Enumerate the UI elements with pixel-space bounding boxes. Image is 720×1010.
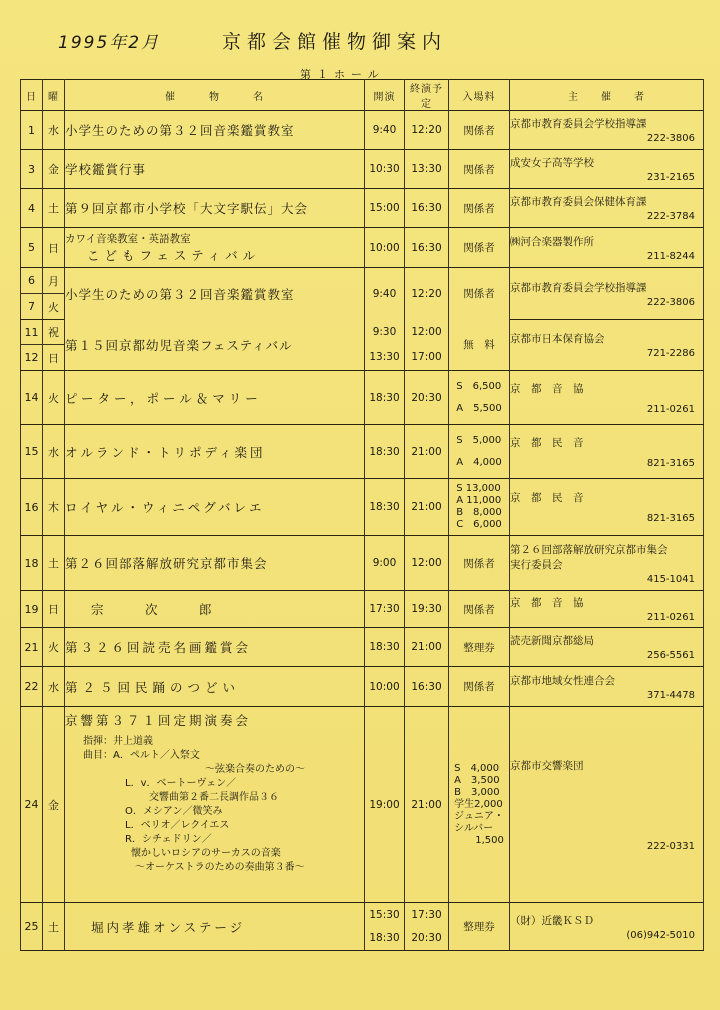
program-line: 交響曲第２番二長調作品３６ bbox=[149, 792, 279, 803]
weekday: 金 bbox=[43, 150, 65, 189]
day: 7 bbox=[21, 294, 43, 320]
table-row bbox=[21, 591, 704, 628]
event-name: ピーター，ポール＆マリー bbox=[65, 371, 365, 425]
open-time: 18:30 bbox=[365, 371, 405, 425]
event-name bbox=[65, 707, 365, 903]
price-line: 学生2,000 bbox=[454, 798, 503, 810]
end-time: 16:30 bbox=[405, 228, 449, 268]
table-row bbox=[21, 189, 704, 228]
price-line: S 4,000 bbox=[454, 762, 500, 774]
day: 16 bbox=[21, 479, 43, 536]
open-time: 10:00 bbox=[365, 228, 405, 268]
table-row bbox=[21, 320, 704, 345]
organizer-phone: 371-4478 bbox=[646, 689, 695, 701]
program-line: L．v．ベートーヴェン／ bbox=[125, 778, 237, 789]
program-line: L．ベリオ／レクイエス bbox=[125, 820, 230, 831]
table-row bbox=[21, 707, 704, 903]
day: 15 bbox=[21, 425, 43, 479]
organizer bbox=[510, 189, 704, 228]
organizer-phone: 222-3806 bbox=[646, 133, 695, 144]
weekday: 火 bbox=[43, 628, 65, 667]
organizer bbox=[510, 371, 704, 425]
schedule-table bbox=[20, 79, 704, 951]
table-row bbox=[21, 425, 704, 479]
organizer-name: 第２６回部落解放研究京都市集会 bbox=[510, 543, 668, 556]
end-time: 19:30 bbox=[405, 591, 449, 628]
table-row bbox=[21, 536, 704, 591]
open-time: 9:30 bbox=[365, 320, 405, 345]
day: 21 bbox=[21, 628, 43, 667]
end-time: 21:00 bbox=[405, 479, 449, 536]
table-row bbox=[21, 903, 704, 927]
admission: 関係者 bbox=[449, 189, 510, 228]
admission bbox=[449, 707, 510, 903]
organizer bbox=[510, 150, 704, 189]
program-line: R．シチェドリン／ bbox=[125, 834, 212, 845]
organizer bbox=[510, 320, 704, 371]
organizer-name: 読売新聞京都総局 bbox=[510, 635, 594, 647]
price-line: S 6,500 bbox=[456, 380, 502, 392]
open-time: 18:30 bbox=[365, 425, 405, 479]
end-time: 16:30 bbox=[405, 667, 449, 707]
col-event: 催 物 名 bbox=[65, 80, 365, 111]
day: 4 bbox=[21, 189, 43, 228]
admission: 関係者 bbox=[449, 228, 510, 268]
weekday: 祝 bbox=[43, 320, 65, 345]
open-time: 9:00 bbox=[365, 536, 405, 591]
program-line: 曲目：A．ペルト／入祭文 bbox=[83, 750, 200, 761]
event-title: 京響第３７１回定期演奏会 bbox=[65, 713, 252, 728]
admission: 整理券 bbox=[449, 628, 510, 667]
organizer-name: 京都市交響楽団 bbox=[510, 759, 584, 772]
weekday: 木 bbox=[43, 479, 65, 536]
organizer-phone: 821-3165 bbox=[646, 457, 695, 469]
organizer-phone: 222-3784 bbox=[646, 211, 695, 222]
weekday: 土 bbox=[43, 536, 65, 591]
open-time: 9:40 bbox=[365, 268, 405, 320]
organizer-name: 京都市教育委員会学校指導課 bbox=[510, 281, 647, 294]
price-line: 1,500 bbox=[475, 834, 504, 846]
organizer bbox=[510, 628, 704, 667]
day: 18 bbox=[21, 536, 43, 591]
program-line: 指揮：井上道義 bbox=[83, 736, 153, 747]
organizer-phone: 211-8244 bbox=[646, 250, 695, 262]
organizer bbox=[510, 536, 704, 591]
end-time: 17:00 bbox=[405, 345, 449, 371]
open-time: 18:30 bbox=[365, 628, 405, 667]
weekday: 火 bbox=[43, 371, 65, 425]
admission bbox=[449, 371, 510, 425]
table-row bbox=[21, 628, 704, 667]
organizer-phone: 256-5561 bbox=[646, 650, 695, 661]
event-name: 第９回京都市小学校「大文字駅伝」大会 bbox=[65, 189, 365, 228]
organizer-name-line2: 実行委員会 bbox=[510, 558, 563, 571]
day: 3 bbox=[21, 150, 43, 189]
price-line: A 5,500 bbox=[456, 402, 502, 414]
organizer bbox=[510, 903, 704, 951]
end-time: 12:20 bbox=[405, 111, 449, 150]
organizer bbox=[510, 268, 704, 320]
admission: 無 料 bbox=[449, 320, 510, 371]
event-name: オルランド・トリポディ楽団 bbox=[65, 425, 365, 479]
organizer-name: 京都市教育委員会保健体育課 bbox=[510, 196, 647, 208]
weekday: 土 bbox=[43, 189, 65, 228]
table-row bbox=[21, 268, 704, 294]
table-row bbox=[21, 479, 704, 536]
weekday: 日 bbox=[43, 345, 65, 371]
organizer bbox=[510, 667, 704, 707]
day: 1 bbox=[21, 111, 43, 150]
open-time: 17:30 bbox=[365, 591, 405, 628]
price-line: S 5,000 bbox=[456, 434, 502, 446]
table-row bbox=[21, 228, 704, 268]
header-date: 1995年2月 bbox=[58, 33, 161, 53]
organizer bbox=[510, 111, 704, 150]
day: 25 bbox=[21, 903, 43, 951]
end-time: 21:00 bbox=[405, 425, 449, 479]
organizer-name: ㈱河合楽器製作所 bbox=[510, 235, 594, 248]
event-name bbox=[65, 228, 365, 268]
weekday: 水 bbox=[43, 111, 65, 150]
event-name: 第３２６回読売名画鑑賞会 bbox=[65, 628, 365, 667]
header-title: 京都会館催物御案内 bbox=[222, 31, 448, 53]
day: 5 bbox=[21, 228, 43, 268]
admission: 関係者 bbox=[449, 667, 510, 707]
admission bbox=[449, 425, 510, 479]
end-time: 17:30 bbox=[405, 903, 449, 927]
weekday: 日 bbox=[43, 591, 65, 628]
price-list bbox=[456, 483, 502, 531]
price-line: シルバー bbox=[454, 822, 494, 834]
day: 11 bbox=[21, 320, 43, 345]
organizer-name: 京都市地域女性連合会 bbox=[510, 674, 615, 687]
organizer-name: 京 都 音 協 bbox=[510, 597, 584, 609]
organizer-phone: 222-3806 bbox=[646, 296, 695, 308]
end-time: 20:30 bbox=[405, 927, 449, 951]
price-line: S 13,000 bbox=[456, 483, 501, 494]
open-time: 15:30 bbox=[365, 903, 405, 927]
price-list bbox=[456, 435, 501, 469]
admission: 関係者 bbox=[449, 150, 510, 189]
table-row bbox=[21, 371, 704, 425]
end-time: 12:20 bbox=[405, 268, 449, 320]
end-time: 21:00 bbox=[405, 628, 449, 667]
admission: 関係者 bbox=[449, 591, 510, 628]
day: 22 bbox=[21, 667, 43, 707]
end-time: 13:30 bbox=[405, 150, 449, 189]
organizer bbox=[510, 228, 704, 268]
organizer-phone: 415-1041 bbox=[646, 573, 695, 585]
organizer-name: 京 都 民 音 bbox=[510, 492, 584, 504]
program-line: 懐かしいロシアのサーカスの音楽 bbox=[131, 848, 281, 859]
col-end: 終演予定 bbox=[405, 80, 449, 111]
price-line: B 3,000 bbox=[454, 786, 500, 798]
organizer-phone: 721-2286 bbox=[646, 348, 695, 359]
organizer bbox=[510, 479, 704, 536]
event-name: 小学生のための第３２回音楽鑑賞教室 bbox=[65, 111, 365, 150]
organizer-phone: 222-0331 bbox=[646, 840, 695, 852]
event-name: 堀内孝雄オンステージ bbox=[65, 903, 365, 951]
event-name: 第２６回部落解放研究京都市集会 bbox=[65, 536, 365, 591]
table-header-row bbox=[21, 80, 704, 111]
price-line: ジュニア・ bbox=[454, 810, 504, 822]
weekday: 土 bbox=[43, 903, 65, 951]
organizer-name: 京 都 民 音 bbox=[510, 436, 584, 449]
end-time: 21:00 bbox=[405, 707, 449, 903]
event-name: 第１５回京都幼児音楽フェスティバル bbox=[65, 320, 365, 371]
price-line: A 11,000 bbox=[456, 495, 502, 506]
weekday: 火 bbox=[43, 294, 65, 320]
day: 14 bbox=[21, 371, 43, 425]
open-time: 10:30 bbox=[365, 150, 405, 189]
open-time: 10:00 bbox=[365, 667, 405, 707]
organizer bbox=[510, 425, 704, 479]
organizer-name: 京 都 音 協 bbox=[510, 382, 584, 395]
weekday: 金 bbox=[43, 707, 65, 903]
admission bbox=[449, 479, 510, 536]
event-name: 小学生のための第３２回音楽鑑賞教室 bbox=[65, 268, 365, 320]
event-name: 学校鑑賞行事 bbox=[65, 150, 365, 189]
admission: 関係者 bbox=[449, 536, 510, 591]
event-name: 宗 次 郎 bbox=[65, 591, 365, 628]
table-row bbox=[21, 667, 704, 707]
event-title: こどもフェスティバル bbox=[87, 248, 261, 263]
open-time: 19:00 bbox=[365, 707, 405, 903]
open-time: 15:00 bbox=[365, 189, 405, 228]
organizer-name: 京都市日本保育協会 bbox=[510, 333, 605, 345]
col-organizer: 主 催 者 bbox=[510, 80, 704, 111]
end-time: 12:00 bbox=[405, 320, 449, 345]
col-fee: 入場料 bbox=[449, 80, 510, 111]
weekday: 日 bbox=[43, 228, 65, 268]
price-list bbox=[454, 763, 504, 847]
program-line: ～オーケストラのための奏曲第３番～ bbox=[135, 862, 305, 873]
admission: 整理券 bbox=[449, 903, 510, 951]
col-day: 日 bbox=[21, 80, 43, 111]
program-line: ～弦楽合奏のための～ bbox=[205, 764, 305, 775]
end-time: 12:00 bbox=[405, 536, 449, 591]
weekday: 水 bbox=[43, 667, 65, 707]
weekday: 月 bbox=[43, 268, 65, 294]
end-time: 20:30 bbox=[405, 371, 449, 425]
price-line: B 8,000 bbox=[456, 507, 502, 518]
price-line: A 3,500 bbox=[454, 774, 500, 786]
price-line: A 4,000 bbox=[456, 456, 502, 468]
event-name: 第２５回民踊のつどい bbox=[65, 667, 365, 707]
organizer-name: （財）近畿ＫＳＤ bbox=[510, 914, 594, 927]
day: 12 bbox=[21, 345, 43, 371]
end-time: 16:30 bbox=[405, 189, 449, 228]
day: 19 bbox=[21, 591, 43, 628]
admission: 関係者 bbox=[449, 111, 510, 150]
open-time: 18:30 bbox=[365, 927, 405, 951]
event-name: ロイヤル・ウィニペグバレエ bbox=[65, 479, 365, 536]
organizer-phone: (06)942-5010 bbox=[626, 929, 695, 941]
event-subtitle: カワイ音楽教室・英語教室 bbox=[65, 233, 191, 245]
open-time: 18:30 bbox=[365, 479, 405, 536]
table-row bbox=[21, 111, 704, 150]
hall-label: 第１ホール bbox=[300, 68, 385, 81]
table-row bbox=[21, 150, 704, 189]
organizer-name: 京都市教育委員会学校指導課 bbox=[510, 118, 647, 130]
organizer-phone: 211-0261 bbox=[646, 612, 695, 623]
day: 6 bbox=[21, 268, 43, 294]
weekday: 水 bbox=[43, 425, 65, 479]
price-line: C 6,000 bbox=[456, 519, 502, 530]
organizer-phone: 211-0261 bbox=[646, 403, 695, 415]
open-time: 9:40 bbox=[365, 111, 405, 150]
organizer-phone: 231-2165 bbox=[646, 172, 695, 183]
price-list bbox=[456, 381, 501, 415]
organizer bbox=[510, 707, 704, 903]
admission: 関係者 bbox=[449, 268, 510, 320]
day: 24 bbox=[21, 707, 43, 903]
program-line: O．メシアン／微笑み bbox=[125, 806, 223, 817]
open-time: 13:30 bbox=[365, 345, 405, 371]
col-open: 開演 bbox=[365, 80, 405, 111]
organizer-phone: 821-3165 bbox=[646, 513, 695, 524]
organizer bbox=[510, 591, 704, 628]
organizer-name: 成安女子高等学校 bbox=[510, 157, 594, 169]
col-dow: 曜 bbox=[43, 80, 65, 111]
